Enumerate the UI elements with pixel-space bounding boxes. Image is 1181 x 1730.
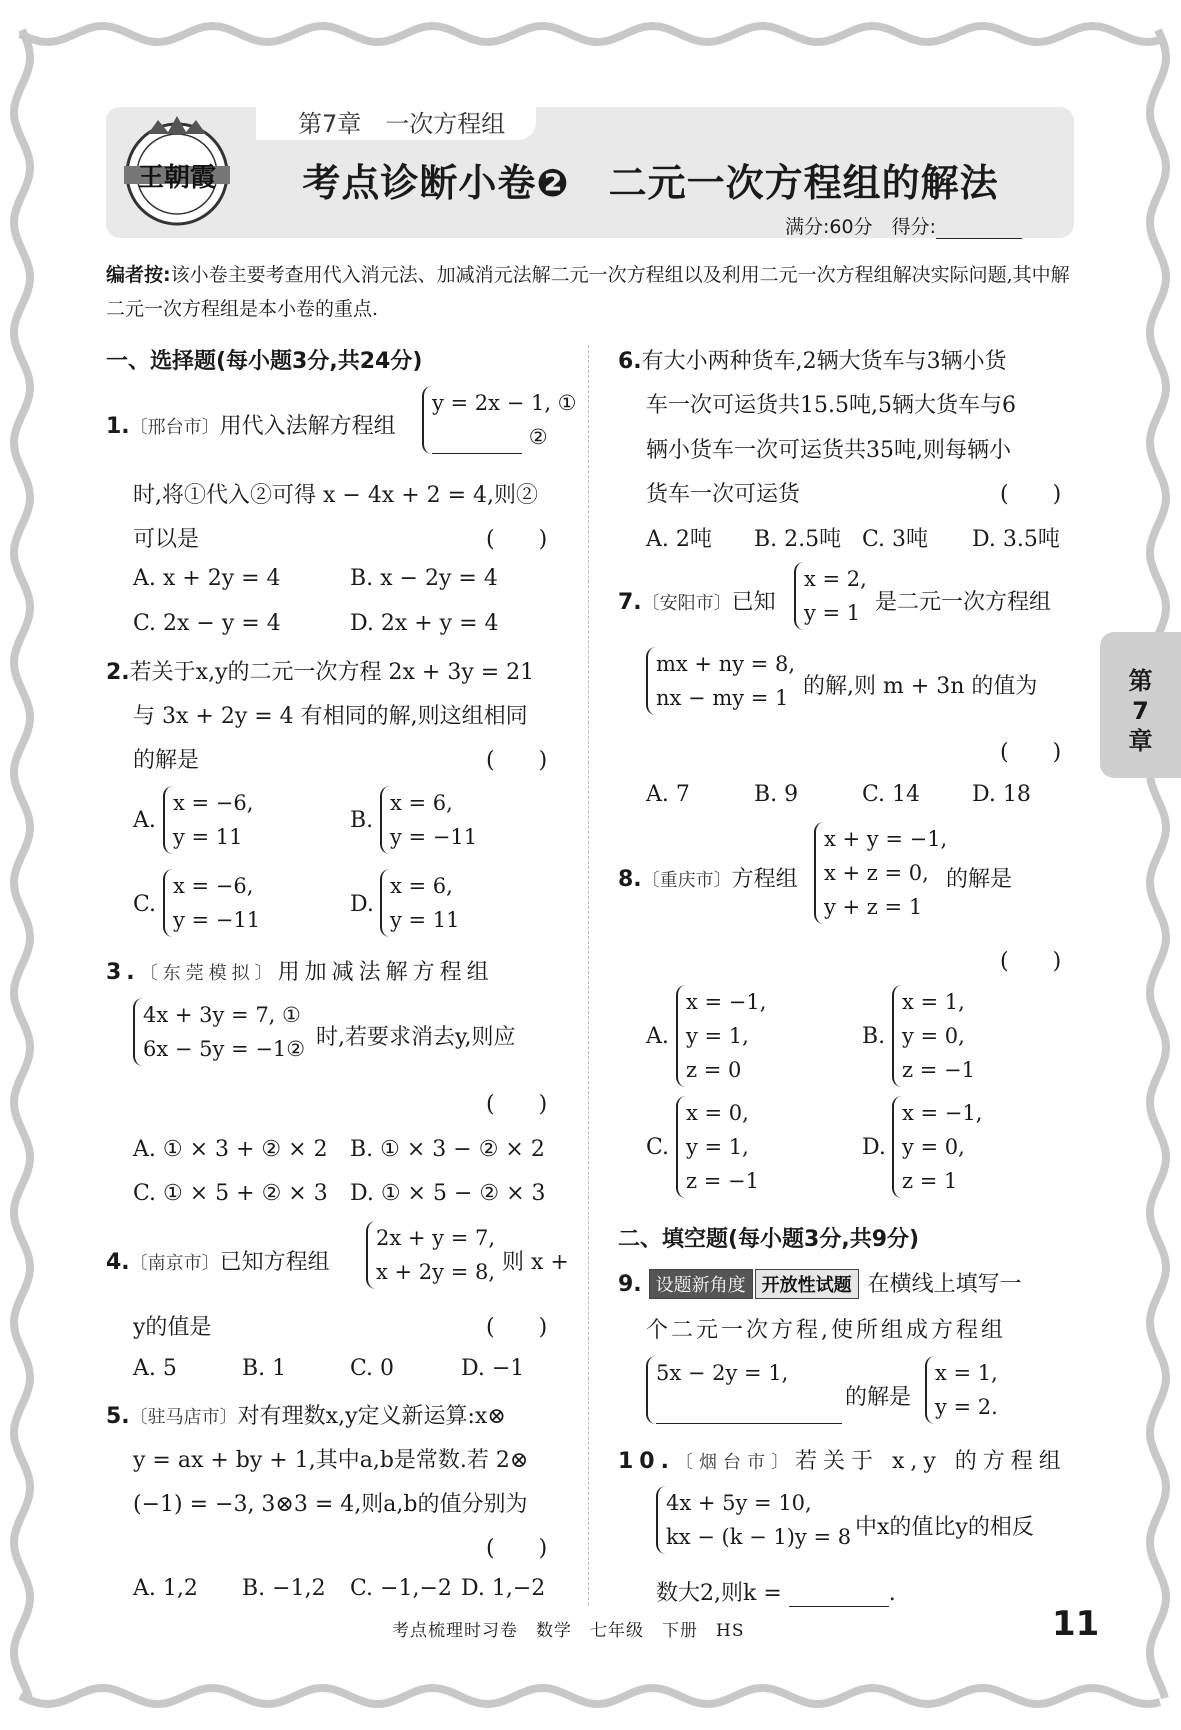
q8-stem: 8.〔重庆市〕方程组: [618, 867, 798, 892]
footer-text: 考点梳理时习卷 数学 七年级 下册 HS: [392, 1621, 745, 1641]
q1-line3: 可以是: [133, 527, 200, 552]
q2-option-c-label[interactable]: C.: [133, 892, 157, 917]
q6-line1: 6.有大小两种货车,2辆大货车与3辆小货: [618, 349, 1007, 374]
q8-answer-paren[interactable]: ( ): [1000, 949, 1062, 974]
q8-option-b[interactable]: x = 1, y = 0, z = −1: [892, 985, 975, 1087]
q3-option-d[interactable]: D. ① × 5 − ② × 3: [350, 1181, 546, 1206]
q5-answer-paren[interactable]: ( ): [486, 1536, 548, 1561]
q4-option-d[interactable]: D. −1: [461, 1356, 525, 1381]
q9-mid: 的解是: [845, 1385, 912, 1410]
q6-answer-paren[interactable]: ( ): [1000, 482, 1062, 507]
q1-answer-paren[interactable]: ( ): [486, 527, 548, 552]
q2-line3: 的解是: [133, 748, 200, 773]
q2-line2: 与 3x + 2y = 4 有相同的解,则这组相同: [133, 704, 528, 729]
page-number: 11: [1052, 1604, 1100, 1644]
q5-option-a[interactable]: A. 1,2: [133, 1576, 198, 1601]
editor-note-text: 该小卷主要考查用代入消元法、加减消元法解二元一次方程组以及利用二元一次方程组解决实际问题,其中解二元一次方程组是本小卷的重点.: [106, 264, 1070, 320]
q7-stem-tail: 的解,则 m + 3n 的值为: [803, 674, 1038, 699]
q2-option-b[interactable]: x = 6, y = −11: [380, 786, 477, 854]
q9-tag-open: 开放性试题: [755, 1269, 859, 1299]
q7-stem-mid: 是二元一次方程组: [875, 590, 1052, 615]
q9-system: 5x − 2y = 1,: [646, 1356, 842, 1424]
score-line: 满分:60分 得分:: [785, 212, 1022, 239]
chapter-label: 第7章 一次方程组: [298, 110, 506, 138]
q9-line2: 个二元一次方程,使所组成方程组: [646, 1318, 1006, 1343]
q2-option-b-label[interactable]: B.: [350, 808, 374, 833]
q7-stem: 7.〔安阳市〕已知: [618, 590, 776, 615]
q8-system: x + y = −1, x + z = 0, y + z = 1: [814, 822, 947, 924]
q8-option-d[interactable]: x = −1, y = 0, z = 1: [892, 1096, 982, 1198]
q4-option-b[interactable]: B. 1: [242, 1356, 287, 1381]
q9-tag-new-angle: 设题新角度: [649, 1269, 753, 1299]
q6-option-a[interactable]: A. 2吨: [646, 527, 712, 552]
q7-option-d[interactable]: D. 18: [972, 782, 1031, 807]
q7-option-a[interactable]: A. 7: [646, 782, 690, 807]
q5-option-d[interactable]: D. 1,−2: [461, 1576, 546, 1601]
q10-line1: 10.〔烟台市〕若关于 x,y 的方程组: [618, 1449, 1067, 1474]
q2-option-c[interactable]: x = −6, y = −11: [163, 869, 260, 937]
q8-option-d-label[interactable]: D.: [862, 1135, 886, 1160]
svg-text:王朝霞: 王朝霞: [137, 163, 217, 193]
column-divider: [588, 345, 589, 1605]
q1-option-b[interactable]: B. x − 2y = 4: [350, 566, 498, 591]
q6-line4: 货车一次可运货: [646, 482, 801, 507]
q8-option-c-label[interactable]: C.: [646, 1135, 670, 1160]
page-title: 考点诊断小卷❷ 二元一次方程组的解法: [302, 161, 999, 205]
q5-line3: (−1) = −3, 3⊗3 = 4,则a,b的值分别为: [133, 1492, 528, 1517]
q2-option-d-label[interactable]: D.: [350, 892, 374, 917]
q3-stem: 3.〔东莞模拟〕用加减法解方程组: [106, 960, 494, 985]
q2-option-a-label[interactable]: A.: [133, 808, 156, 833]
q1-option-a[interactable]: A. x + 2y = 4: [133, 566, 281, 591]
q3-answer-paren[interactable]: ( ): [486, 1092, 548, 1117]
q7-answer-paren[interactable]: ( ): [1000, 740, 1062, 765]
q1-option-c[interactable]: C. 2x − y = 4: [133, 611, 281, 636]
q3-option-b[interactable]: B. ① × 3 − ② × 2: [350, 1137, 545, 1162]
q3-option-a[interactable]: A. ① × 3 + ② × 2: [133, 1137, 328, 1162]
q8-option-b-label[interactable]: B.: [862, 1024, 886, 1049]
q9-solution: x = 1, y = 2.: [925, 1356, 998, 1424]
q4-stem: 4.〔南京市〕已知方程组: [106, 1250, 330, 1275]
q3-stem-tail: 时,若要求消去y,则应: [316, 1025, 516, 1050]
q9-line1: 9. 设题新角度 开放性试题 在横线上填写一: [618, 1267, 1022, 1299]
chapter-side-tab: 第 7 章: [1100, 632, 1181, 778]
q1-system: y = 2x − 1, ① ②: [422, 386, 577, 454]
q8-stem-tail: 的解是: [946, 867, 1013, 892]
q4-line2: y的值是: [133, 1315, 212, 1340]
q2-option-a[interactable]: x = −6, y = 11: [163, 786, 253, 854]
q10-stem-tail: 中x的值比y的相反: [855, 1515, 1034, 1540]
q7-option-c[interactable]: C. 14: [862, 782, 921, 807]
q5-option-b[interactable]: B. −1,2: [242, 1576, 326, 1601]
q5-line1: 5.〔驻马店市〕对有理数x,y定义新运算:x⊗: [106, 1404, 506, 1429]
q6-line3: 辆小货车一次可运货共35吨,则每辆小: [646, 438, 1011, 463]
q4-system: 2x + y = 7, x + 2y = 8,: [366, 1221, 495, 1289]
section-choice-heading: 一、选择题(每小题3分,共24分): [106, 349, 423, 374]
q4-option-a[interactable]: A. 5: [133, 1356, 177, 1381]
section-fill-heading: 二、填空题(每小题3分,共9分): [618, 1227, 920, 1252]
q8-option-c[interactable]: x = 0, y = 1, z = −1: [676, 1096, 759, 1198]
q7-solution: x = 2, y = 1: [794, 562, 867, 630]
q4-option-c[interactable]: C. 0: [350, 1356, 395, 1381]
q2-line1: 2.若关于x,y的二元一次方程 2x + 3y = 21: [106, 660, 535, 685]
editor-note: [106, 258, 1076, 326]
q1-stem: 1.〔邢台市〕用代入法解方程组: [106, 414, 396, 439]
q3-option-c[interactable]: C. ① × 5 + ② × 3: [133, 1181, 328, 1206]
q6-option-c[interactable]: C. 3吨: [862, 527, 929, 552]
q9-blank[interactable]: [656, 1397, 842, 1424]
q4-stem-tail: 则 x +: [502, 1250, 569, 1275]
q6-option-d[interactable]: D. 3.5吨: [972, 527, 1060, 552]
editor-note-label: 编者按:: [106, 264, 171, 286]
q8-option-a-label[interactable]: A.: [646, 1024, 669, 1049]
q2-option-d[interactable]: x = 6, y = 11: [380, 869, 460, 937]
q7-option-b[interactable]: B. 9: [754, 782, 799, 807]
q8-option-a[interactable]: x = −1, y = 1, z = 0: [676, 985, 766, 1087]
q10-line3: 数大2,则k = .: [656, 1581, 896, 1606]
q5-option-c[interactable]: C. −1,−2: [350, 1576, 452, 1601]
q6-option-b[interactable]: B. 2.5吨: [754, 527, 842, 552]
q2-answer-paren[interactable]: ( ): [486, 748, 548, 773]
q6-line2: 车一次可运货共15.5吨,5辆大货车与6: [646, 393, 1016, 418]
q7-system: mx + ny = 8, nx − my = 1: [646, 647, 795, 715]
q10-system: 4x + 5y = 10, kx − (k − 1)y = 8: [656, 1486, 851, 1554]
q4-answer-paren[interactable]: ( ): [486, 1315, 548, 1340]
q5-line2: y = ax + by + 1,其中a,b是常数.若 2⊗: [133, 1448, 529, 1473]
q3-system: 4x + 3y = 7, ① 6x − 5y = −1②: [133, 998, 305, 1066]
q1-line2: 时,将①代入②可得 x − 4x + 2 = 4,则②: [133, 483, 539, 508]
q1-option-d[interactable]: D. 2x + y = 4: [350, 611, 499, 636]
q10-blank[interactable]: [789, 1582, 889, 1607]
